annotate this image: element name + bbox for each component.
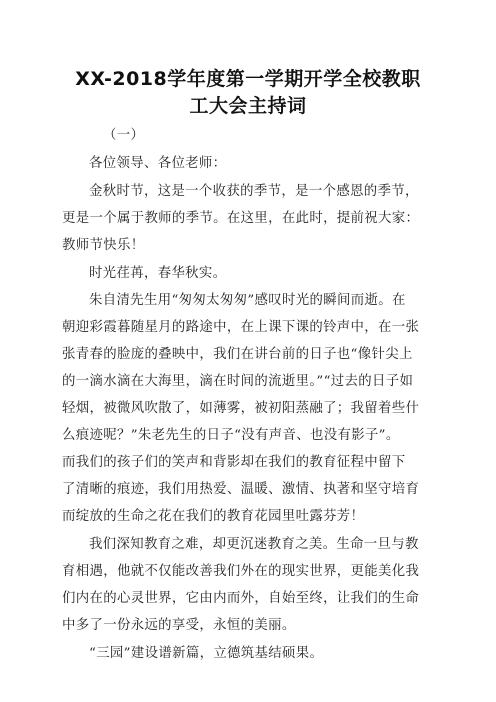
paragraph-line: 育相遇，他就不仅能改善我们外在的现实世界，更能美化我 (62, 564, 420, 579)
paragraph-line: 了清晰的痕迹，我们用热爱、温暖、激情、执著和坚守培育 (62, 482, 420, 497)
paragraph-line: 金秋时节，这是一个收获的季节，是一个感恩的季节， (89, 184, 419, 199)
paragraph-line: 我们深知教育之难，却更沉迷教育之美。生命一旦与教 (89, 537, 419, 552)
paragraph-line: 朝迎彩霞暮随星月的路途中，在上课下课的铃声中，在一张 (62, 320, 420, 335)
paragraph-line: “三园”建设谱新篇，立德筑基结硕果。 (89, 646, 324, 661)
paragraph-line: 教师节快乐！ (62, 238, 145, 253)
paragraph-line: 更是一个属于教师的季节。在这里，在此时，提前祝大家： (62, 211, 420, 226)
salutation: 各位领导、各位老师： (89, 156, 227, 171)
paragraph-line: 朱自清先生用“匆匆太匆匆”感叹时光的瞬间而逝。在 (89, 293, 406, 308)
paragraph-line: 而我们的孩子们的笑声和背影却在我们的教育征程中留下 (62, 455, 406, 470)
paragraph-line: 的一滴水滴在大海里，滴在时间的流逝里。”“过去的日子如 (62, 374, 414, 389)
paragraph-line: 们内在的心灵世界，它由内而外，自始至终，让我们的生命 (62, 591, 420, 606)
document-title-line-1: XX-2018学年度第一学期开学全校教职 (75, 68, 421, 90)
paragraph-line: 轻烟，被微风吹散了，如薄雾，被初阳蒸融了；我留着些什 (62, 401, 420, 416)
document-title-line-2: 工大会主持词 (189, 95, 307, 117)
paragraph-line: 张青春的脸庞的叠映中，我们在讲台前的日子也“像针尖上 (62, 347, 413, 362)
paragraph-line: 而绽放的生命之花在我们的教育花园里吐露芬芳！ (62, 509, 365, 524)
paragraph-line: 中多了一份永远的享受，永恒的美丽。 (62, 618, 296, 633)
section-marker: （一） (103, 128, 145, 143)
paragraph-line: 时光荏苒，春华秋实。 (89, 266, 227, 281)
paragraph-line: 么痕迹呢？”朱老先生的日子“没有声音、也没有影子”。 (62, 428, 400, 443)
